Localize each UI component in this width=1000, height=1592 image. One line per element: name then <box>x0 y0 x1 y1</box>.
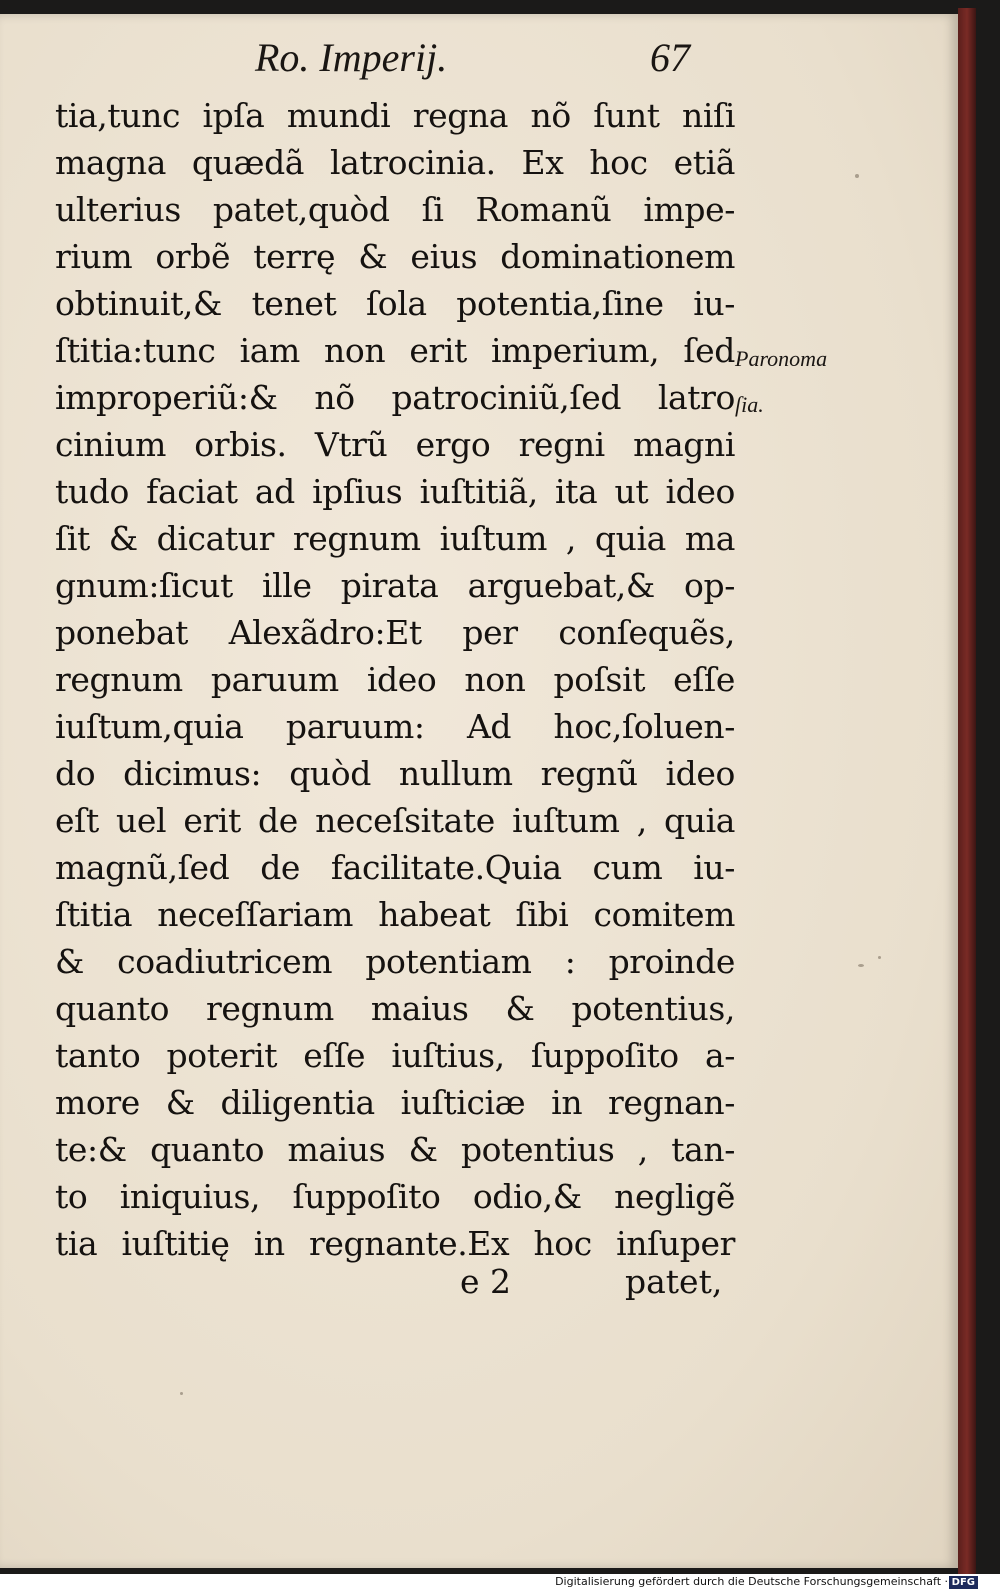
text-line: rium orbẽ terrę & eius dominationem <box>55 237 735 276</box>
dfg-logo-icon: DFG <box>949 1576 978 1589</box>
text-line: tia,tunc ipſa mundi regna nõ ſunt niſi <box>55 96 735 135</box>
marginal-note-line: Paronoma <box>735 346 828 371</box>
running-head-title: Ro. Imperij. <box>255 35 448 80</box>
text-line: ſtitia:tunc iam non erit imperium, ſed <box>55 331 735 370</box>
marginal-note <box>735 336 875 428</box>
catchword: patet, <box>625 1262 723 1301</box>
text-line: tanto poterit eſſe iuſtius, ſuppoſito a- <box>55 1036 735 1075</box>
book-cover-edge <box>958 8 976 1574</box>
marginal-note-line: ſia. <box>735 392 764 417</box>
text-line: tia iuſtitię in regnante.Ex hoc inſuper <box>55 1224 735 1263</box>
text-line: eſt uel erit de neceſsitate iuſtum , quia <box>55 801 735 840</box>
paper-speck <box>858 964 864 967</box>
text-line: to iniquius, ſuppoſito odio,& negligẽ <box>55 1177 735 1216</box>
signature-mark: e 2 <box>460 1262 512 1301</box>
page-number: 67 <box>650 35 690 80</box>
text-line: te:& quanto maius & potentius , tan- <box>55 1130 735 1169</box>
text-line: magnũ,ſed de facilitate.Quia cum iu- <box>55 848 735 887</box>
credit-text: Digitalisierung gefördert durch die Deutsche Forschungsgemeinschaft · <box>555 1575 948 1588</box>
text-line: ulterius patet,quòd ſi Romanũ impe- <box>55 190 735 229</box>
text-line: iuſtum,quia paruum: Ad hoc,ſoluen- <box>55 707 735 746</box>
text-line: do dicimus: quòd nullum regnũ ideo <box>55 754 735 793</box>
text-line: ponebat Alexãdro:Et per conſequẽs, <box>55 613 735 652</box>
text-line: improperiũ:& nõ patrociniũ,ſed latro <box>55 378 735 417</box>
text-line: quanto regnum maius & potentius, <box>55 989 735 1028</box>
body-text <box>55 92 735 1267</box>
text-line: tudo faciat ad ipſius iuſtitiã, ita ut ideo <box>55 472 735 511</box>
text-line: & coadiutricem potentiam : proinde <box>55 942 735 981</box>
paper-speck <box>878 956 881 959</box>
text-line: gnum:ſicut ille pirata arguebat,& op- <box>55 566 735 605</box>
page-footer <box>0 1262 960 1312</box>
paper-speck <box>180 1392 183 1395</box>
text-line: obtinuit,& tenet ſola potentia,ſine iu- <box>55 284 735 323</box>
running-head <box>0 26 960 86</box>
text-line: cinium orbis. Vtrũ ergo regni magni <box>55 425 735 464</box>
digitization-credit-bar <box>0 1574 1000 1592</box>
text-line: ſit & dicatur regnum iuſtum , quia ma <box>55 519 735 558</box>
text-line: regnum paruum ideo non poſsit eſſe <box>55 660 735 699</box>
text-line: more & diligentia iuſticiæ in regnan- <box>55 1083 735 1122</box>
text-line: ſtitia neceſſariam habeat ſibi comitem <box>55 895 735 934</box>
paper-speck <box>855 174 859 178</box>
text-line: magna quædã latrocinia. Ex hoc etiã <box>55 143 735 182</box>
